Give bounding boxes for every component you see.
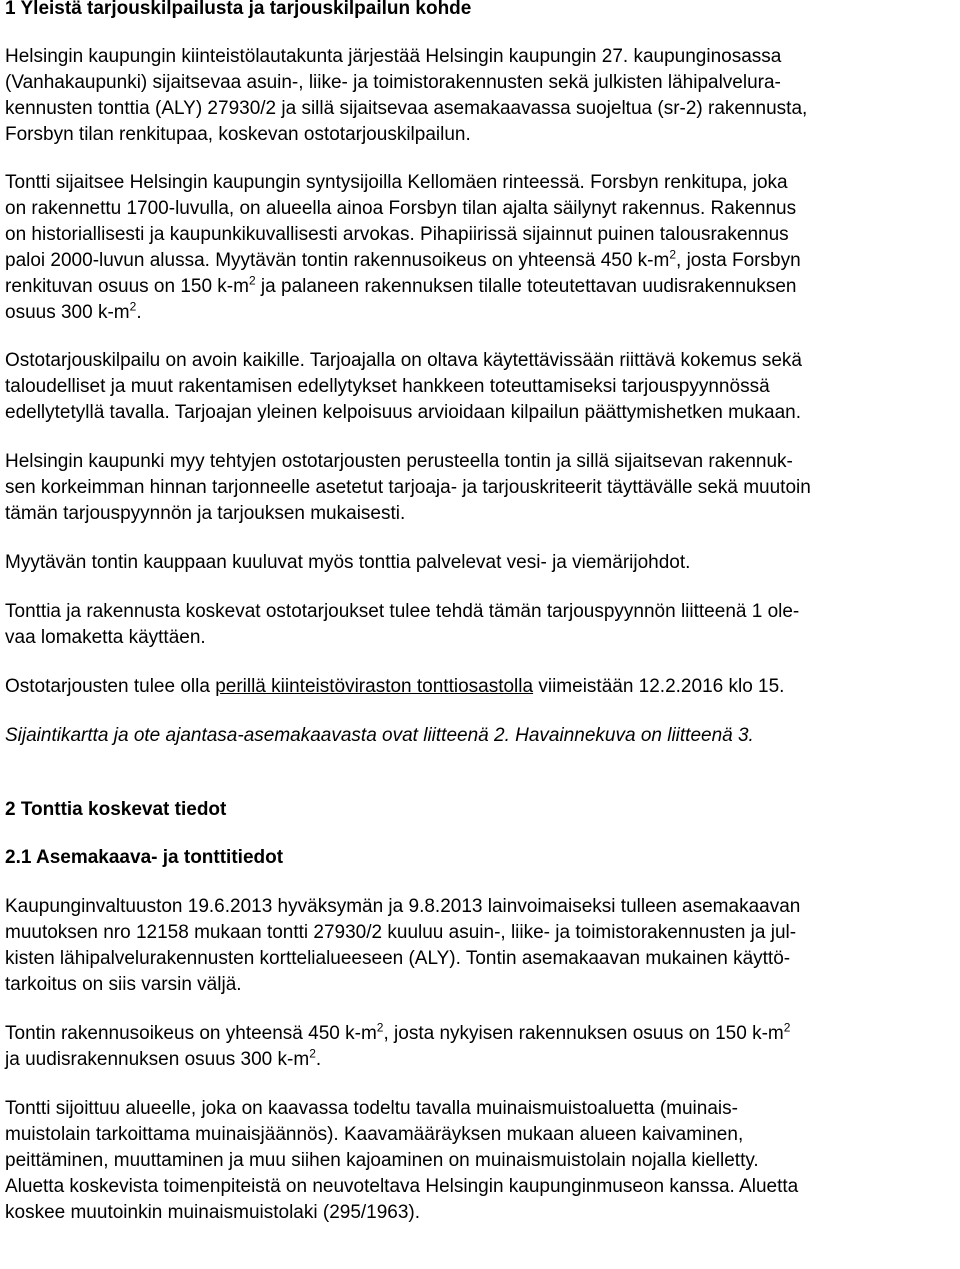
text-line: Forsbyn tilan renkitupaa, koskevan ostotarjouskilpailun.	[5, 124, 471, 145]
superscript: 2	[783, 1020, 791, 1035]
paragraph-antiquities	[5, 1096, 949, 1226]
paragraph-competition-intro	[5, 44, 949, 148]
text-line: .	[136, 302, 142, 323]
superscript: 2	[248, 273, 256, 288]
paragraph-sale-terms	[5, 449, 949, 527]
text-line: renkituvan osuus on 150 k-m	[5, 276, 249, 297]
text-line: taloudelliset ja muut rakentamisen edellytykset hankkeen toteuttamiseksi tarjouspyynnössä	[5, 376, 770, 397]
text-segment: Ostotarjousten tulee olla	[5, 676, 216, 697]
document-page	[5, 0, 949, 1226]
text-line: Ostotarjouskilpailu on avoin kaikille. Tarjoajalla on oltava käytettävissään riittävä kokemus sekä	[5, 350, 802, 371]
section-2-heading: 2 Tonttia koskevat tiedot	[5, 799, 227, 820]
text-line: tämän tarjouspyynnön ja tarjouksen mukaisesti.	[5, 503, 406, 524]
text-line: peittäminen, muuttaminen ja muu siihen kajoaminen on muinaismuistolain nojalla kielletty.	[5, 1150, 759, 1171]
text-line: muistolain tarkoittama muinaisjäännös). Kaavamääräyksen mukaan alueen kaivaminen,	[5, 1124, 744, 1145]
text-line: Tontti sijoittuu alueelle, joka on kaavassa todeltu tavalla muinaismuistoaluetta (muinais-	[5, 1098, 738, 1119]
text-segment: ja uudisrakennuksen osuus 300 k-m	[5, 1049, 310, 1070]
text-line: Tonttia ja rakennusta koskevat ostotarjoukset tulee tehdä tämän tarjouspyynnön liitteenä 1 ole-	[5, 601, 800, 622]
text-line: Kaupunginvaltuuston 19.6.2013 hyväksymän ja 9.8.2013 lainvoimaiseksi tulleen asemakaavan	[5, 896, 801, 917]
text-line: (Vanhakaupunki) sijaitsevaa asuin-, liike- ja toimistorakennusten sekä julkisten lähipalvelura-	[5, 72, 781, 93]
text-line: Helsingin kaupunki myy tehtyjen ostotarjousten perusteella tontin ja sillä sijaitsevan rakennuk-	[5, 451, 793, 472]
text-line: sen korkeimman hinnan tarjonneelle asetetut tarjoaja- ja tarjouskriteerit täyttävälle sekä muutoin	[5, 477, 811, 498]
text-segment: .	[315, 1049, 322, 1070]
text-line: kisten lähipalvelurakennusten korttelialueeseen (ALY). Tontin asemakaavan mukainen käyttö-	[5, 948, 791, 969]
superscript: 2	[376, 1020, 384, 1035]
paragraph-utilities: Myytävän tontin kauppaan kuuluvat myös tonttia palvelevat vesi- ja viemärijohdot.	[5, 552, 691, 573]
text-line: edellytetyllä tavalla. Tarjoajan yleinen kelpoisuus arvioidaan kilpailun päättymishetken mukaan.	[5, 402, 802, 423]
paragraph-attachments: Sijaintikartta ja ote ajantasa-asemakaavasta ovat liitteenä 2. Havainnekuva on liitteenä 3.	[5, 725, 754, 746]
paragraph-plot-location	[5, 170, 949, 326]
paragraph-offer-form	[5, 599, 949, 651]
text-segment: viimeistään 12.2.2016 klo 15.	[533, 676, 785, 697]
section-1-heading: 1 Yleistä tarjouskilpailusta ja tarjouskilpailun kohde	[5, 0, 472, 19]
text-line: on historiallisesti ja kaupunkikuvallisesti arvokas. Pihapiirissä sijainnut puinen talousrakennus	[5, 224, 789, 245]
paragraph-building-rights	[5, 1021, 949, 1073]
text-segment: Tontin rakennusoikeus on yhteensä 450 k-m	[5, 1023, 377, 1044]
text-line: koskee muutoinkin muinaismuistolaki (295/1963).	[5, 1202, 421, 1223]
superscript: 2	[129, 299, 137, 314]
text-line: Aluetta koskevista toimenpiteistä on neuvoteltava Helsingin kaupunginmuseon kanssa. Aluetta	[5, 1176, 799, 1197]
paragraph-deadline	[5, 674, 949, 700]
superscript: 2	[309, 1046, 316, 1061]
text-line: Helsingin kaupungin kiinteistölautakunta järjestää Helsingin kaupungin 27. kaupunginosassa	[5, 46, 782, 67]
text-line: paloi 2000-luvun alussa. Myytävän tontin rakennusoikeus on yhteensä 450 k-m	[5, 250, 670, 271]
paragraph-zoning-plan	[5, 894, 949, 998]
text-line: , josta Forsbyn	[676, 250, 801, 271]
text-segment: , josta nykyisen rakennuksen osuus on 150 k-m	[383, 1023, 784, 1044]
text-line: kennusten tonttia (ALY) 27930/2 ja sillä sijaitsevaa asemakaavassa suojeltua (sr-2) rakennusta,	[5, 98, 808, 119]
text-line: ja palaneen rakennuksen tilalle toteutettavan uudisrakennuksen	[255, 276, 797, 297]
text-line: Tontti sijaitsee Helsingin kaupungin syntysijoilla Kellomäen rinteessä. Forsbyn renkitupa, joka	[5, 172, 788, 193]
underlined-recipient: perillä kiinteistöviraston tonttiosastolla	[215, 676, 534, 697]
paragraph-eligibility	[5, 348, 949, 426]
superscript: 2	[669, 247, 677, 262]
section-2-1-heading: 2.1 Asemakaava- ja tonttitiedot	[5, 847, 284, 868]
text-line: osuus 300 k-m	[5, 302, 130, 323]
text-line: vaa lomaketta käyttäen.	[5, 627, 206, 648]
text-line: tarkoitus on siis varsin väljä.	[5, 974, 242, 995]
text-line: muutoksen nro 12158 mukaan tontti 27930/2 kuuluu asuin-, liike- ja toimistorakennusten ja jul-	[5, 922, 797, 943]
text-line: on rakennettu 1700-luvulla, on alueella ainoa Forsbyn tilan ajalta säilynyt rakennus. Rakennus	[5, 198, 797, 219]
